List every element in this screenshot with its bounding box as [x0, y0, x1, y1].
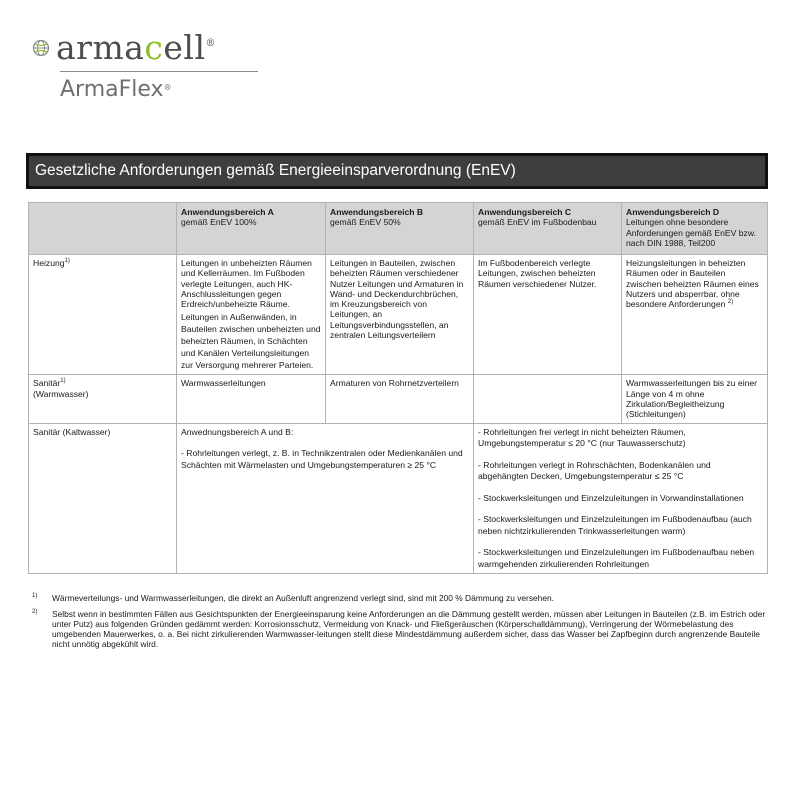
cell-warm-a: Warmwasserleitungen	[177, 375, 326, 423]
product-name: ArmaFlex®	[60, 77, 172, 102]
cell-warm-d: Warmwasserleitungen bis zu einer Länge von 4 m ohne Zirkulation/Begleitheizung (Stichleitungen)	[622, 375, 768, 423]
list-item: - Stockwerksleitungen und Einzelzuleitungen in Vorwandinstallationen	[478, 492, 744, 503]
cell-heizung-a: Leitungen in unbeheizten Räumen und Kellerräumen. Im Fußboden verlegte Leitungen, auch HK-Anschlussleitungen gegen Erdreich/unbeheizte Räume. Leitungen in Außenwänden, in Bauteilen zwischen unbeheizten und beheizten Räumen, in Schächten und Kanälen Verteilungsleitungen zur Versorgung mehrerer Parteien.	[177, 255, 326, 375]
header-bereich-c: Anwendungsbereich C gemäß EnEV im Fußbodenbau	[474, 203, 622, 255]
table-row-kaltwasser	[29, 423, 768, 574]
cell-kalt-cd	[474, 423, 768, 574]
list-item: - Rohrleitungen verlegt in Rohrschächten, Bodenkanälen und abgehängten Decken, Umgebungstemperatur ≤ 25 °C	[478, 459, 711, 482]
cell-heizung-b: Leitungen in Bauteilen, zwischen beheizten Räumen verschiedener Nutzer Leitungen und Armaturen in Wand- und Deckendurchbrüchen, im Kreuzungsbereich von Leitungen, an Leitungsverbindungsstellen, an zentralen Leitungsverteilern	[326, 255, 474, 375]
footnote-2: 2) Selbst wenn in bestimmten Fällen aus Gesichtspunkten der Energieeinsparung keine Anforderungen an die Dämmung gestellt werden, müssen aber Leitungen in Bauteilen (z.B. im Estrich oder unter Putz) aus folgenden Gründen gedämmt werden: Korrosionsschutz, Vermeidung von Knack- und Fließgeräuschen (Körperschalldämmung), Verringerung der Wörmebelastung des umgebenden Mauerwerkes, o. a. Bei nicht zirkulierenden Warmwasser-leitungen stellt diese Mindestdämmung außerdem sicher, dass das Wasser bei Zapfbeginn durch angrenzende Bauteile nicht unnötig abgekühlt wird.	[32, 609, 766, 649]
header-bereich-d: Anwendungsbereich D Leitungen ohne besondere Anforderungen gemäß EnEV bzw. nach DIN 1988, Teil200	[622, 203, 768, 255]
cell-kalt-ab: Anwednungsbereich A und B: - Rohrleitungen verlegt, z. B. in Technikzentralen oder Medienkanälen und Schächten mit Wärmelasten und Umgebungstemperaturen ≥ 25 °C	[177, 423, 474, 574]
header-bereich-a: Anwendungsbereich A gemäß EnEV 100%	[177, 203, 326, 255]
armacell-logo	[32, 30, 242, 102]
list-item: - Stockwerksleitungen und Einzelzuleitungen im Fußbodenaufbau (auch neben nichtzirkulierenden Trinkwasserleitungen warm)	[478, 514, 752, 536]
cell-warm-b: Armaturen von Rohrnetzverteilern	[326, 375, 474, 423]
brand-name: armacell®	[56, 28, 217, 67]
row-label-warmwasser: Sanitär$^{1)}$ (Warmwasser)	[29, 375, 177, 423]
header-bereich-b: Anwendungsbereich B gemäß EnEV 50%	[326, 203, 474, 255]
footnote-1: 1) Wärmeverteilungs- und Warmwasserleitungen, die direkt an Außenluft angrenzend verlegt sind, sind mit 200 % Dämmung zu versehen.	[32, 593, 554, 603]
header-empty-cell	[29, 203, 177, 255]
table-row-heizung	[29, 255, 768, 375]
table-row-warmwasser	[29, 375, 768, 423]
list-item: - Stockwerksleitungen und Einzelzuleitungen im Fußbodenaufbau neben warmgehenden zirkulierenden Rohrleitungen	[478, 547, 755, 569]
logo-divider	[60, 71, 258, 72]
cell-heizung-d: Heizungsleitungen in beheizten Räumen oder in Bauteilen zwischen beheizten Räumen eines Nutzers und absperrbar, ohne besondere Anforderungen $^{2)}$	[622, 255, 768, 375]
footnotes	[32, 593, 772, 655]
table-header-row	[29, 203, 768, 255]
list-item: - Rohrleitungen frei verlegt in nicht beheizten Räumen, Umgebungstemperatur ≤ 20 °C (nur Tauwasserschutz)	[478, 426, 686, 449]
page-title: Gesetzliche Anforderungen gemäß Energieeinsparverordnung (EnEV)	[26, 153, 768, 189]
row-label-kaltwasser: Sanitär (Kaltwasser)	[29, 423, 177, 574]
cell-heizung-c: Im Fußbodenbereich verlegte Leitungen, zwischen beheizten Räumen verschiedener Nutzer.	[474, 255, 622, 375]
row-label-heizung: Heizung$^{1)}$	[29, 255, 177, 375]
globe-icon	[32, 39, 50, 57]
enev-requirements-table	[28, 202, 768, 574]
cell-warm-c	[474, 375, 622, 423]
